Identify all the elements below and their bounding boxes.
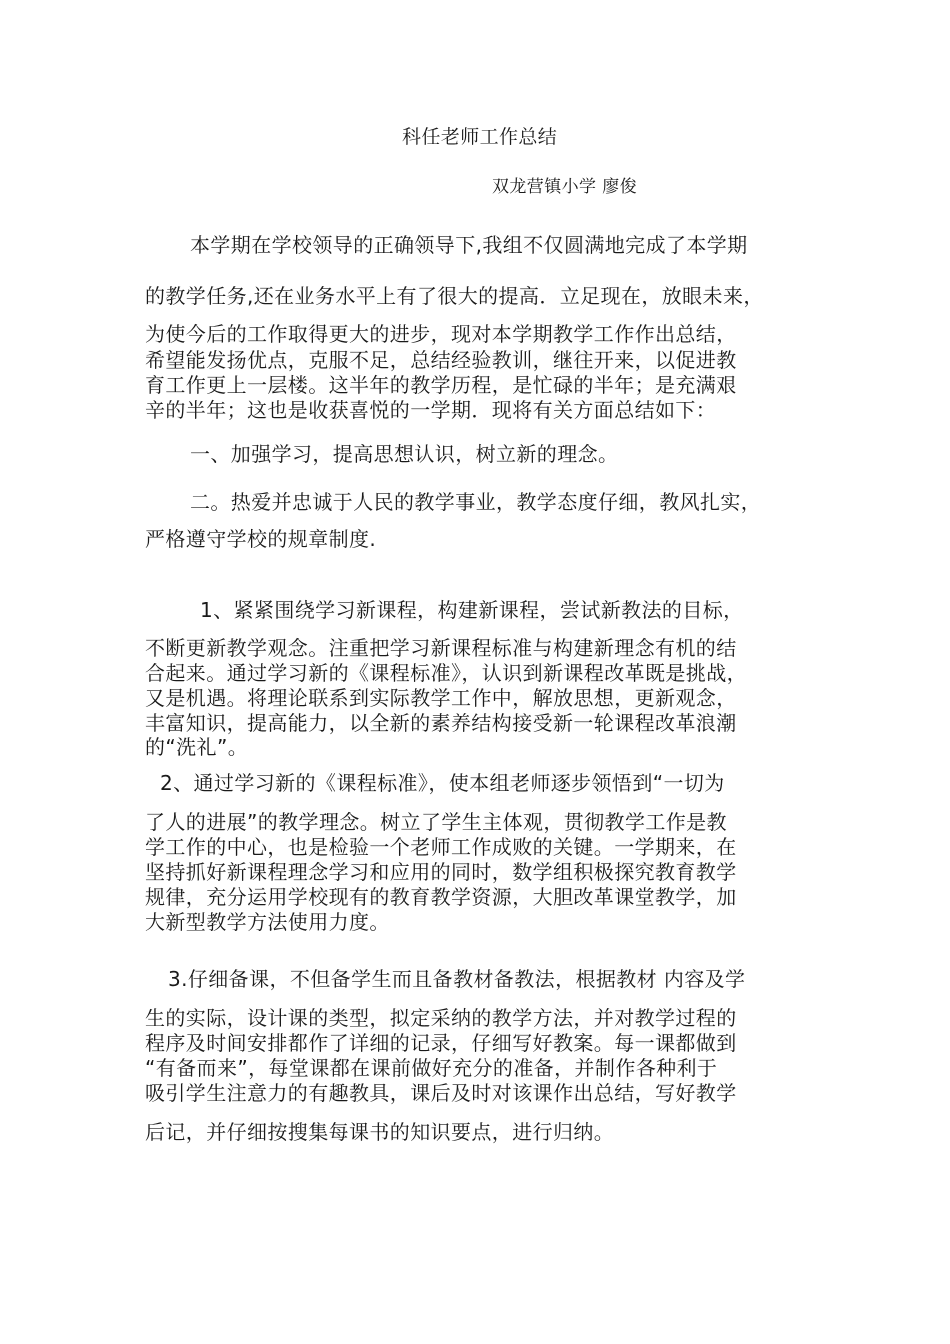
text-line: 希望能发扬优点，克服不足，总结经验教训，继往开来，以促进教 — [145, 348, 737, 372]
text-line: 2、通过学习新的《课程标准》，使本组老师逐步领悟到“一切为 — [160, 771, 725, 795]
text-line: 为使今后的工作取得更大的进步，现对本学期教学工作作出总结， — [145, 322, 737, 346]
text-line: 3.仔细备课，不但备学生而且备教材备教法，根据教材 内容及学 — [168, 967, 746, 991]
section-heading: 一、加强学习，提高思想认识，树立新的理念。 — [190, 442, 619, 466]
text-line: 1、紧紧围绕学习新课程，构建新课程，尝试新教法的目标， — [200, 598, 744, 622]
text-line: 严格遵守学校的规章制度. — [145, 527, 377, 551]
document-title: 科任老师工作总结 — [402, 126, 558, 148]
text-line: 程序及时间安排都作了详细的记录，仔细写好教案。每一课都做到 — [145, 1031, 737, 1055]
text-line: 大新型教学方法使用力度。 — [145, 910, 390, 934]
author-byline: 双龙营镇小学 廖俊 — [492, 177, 638, 197]
text-line: 辛的半年；这也是收获喜悦的一学期．现将有关方面总结如下： — [145, 398, 717, 422]
section-heading: 二。热爱并忠诚于人民的教学事业，教学态度仔细，教风扎实， — [190, 490, 762, 514]
text-line: 又是机遇。将理论联系到实际教学工作中，解放思想，更新观念， — [145, 686, 737, 710]
text-line: 坚持抓好新课程理念学习和应用的同时，数学组积极探究教育教学 — [145, 860, 737, 884]
text-line: 学工作的中心，也是检验一个老师工作成败的关键。一学期来，在 — [145, 835, 737, 859]
text-line: 育工作更上一层楼。这半年的教学历程，是忙碌的半年；是充满艰 — [145, 373, 737, 397]
text-line: 后记，并仔细按搜集每课书的知识要点，进行归纳。 — [145, 1120, 615, 1144]
text-line: 的“洗礼”。 — [145, 735, 249, 759]
text-line: 了人的进展”的教学理念。树立了学生主体观，贯彻教学工作是教 — [145, 810, 727, 834]
text-line: 丰富知识，提高能力，以全新的素养结构接受新一轮课程改革浪潮 — [145, 711, 737, 735]
text-line: 吸引学生注意力的有趣教具，课后及时对该课作出总结，写好教学 — [145, 1081, 737, 1105]
text-line: 规律，充分运用学校现有的教育教学资源，大胆改革课堂教学，加 — [145, 885, 737, 909]
text-line: 不断更新教学观念。注重把学习新课程标准与构建新理念有机的结 — [145, 636, 737, 660]
text-line: 合起来。通过学习新的《课程标准》，认识到新课程改革既是挑战， — [145, 661, 747, 685]
text-line: 本学期在学校领导的正确领导下,我组不仅圆满地完成了本学期 — [190, 233, 748, 257]
text-line: 生的实际，设计课的类型，拟定采纳的教学方法，并对教学过程的 — [145, 1006, 737, 1030]
text-line: 的教学任务,还在业务水平上有了很大的提高．立足现在，放眼未来， — [145, 284, 764, 308]
text-line: “有备而来”，每堂课都在课前做好充分的准备，并制作各种利于 — [145, 1056, 718, 1080]
